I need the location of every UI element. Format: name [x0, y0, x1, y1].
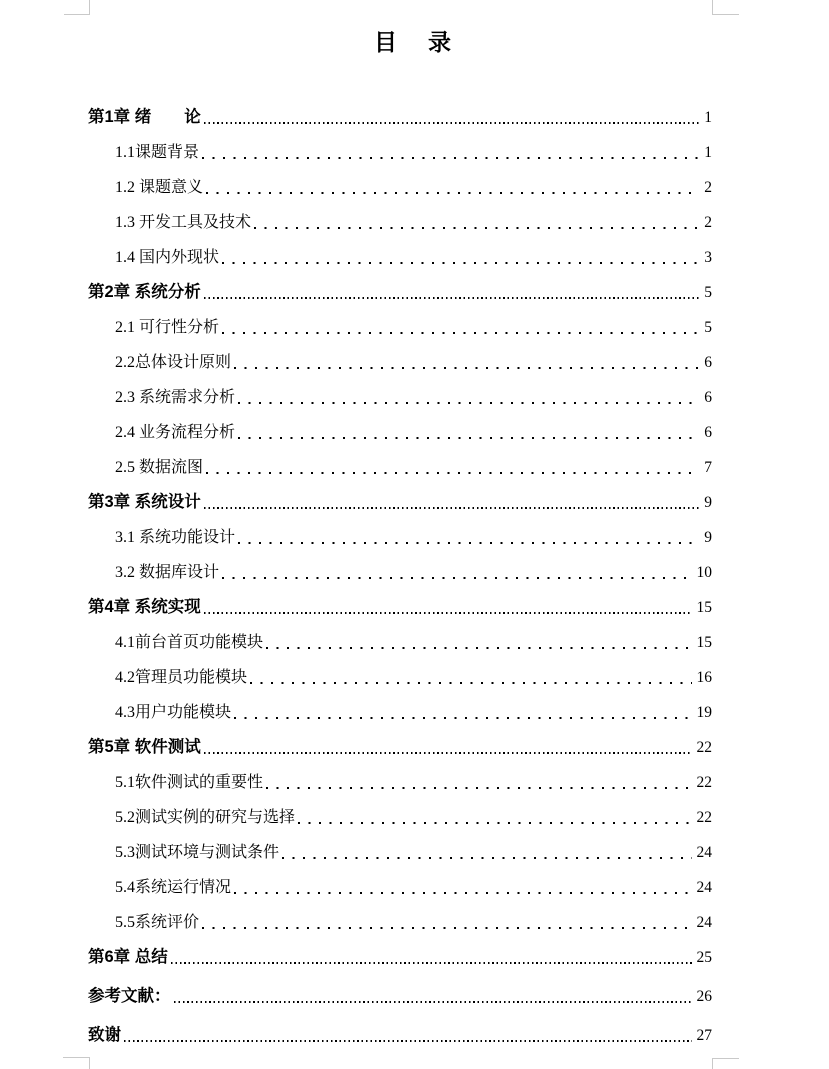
dot-leader [266, 647, 691, 649]
toc-entry-page: 22 [696, 809, 712, 826]
crop-mark-line [89, 1057, 90, 1069]
toc-entry[interactable] [88, 513, 712, 548]
toc-entry-label: 第5章 软件测试 [88, 738, 201, 756]
crop-mark-line [712, 0, 713, 14]
toc-entry-page: 25 [696, 949, 712, 966]
toc-entry[interactable] [88, 443, 712, 478]
dot-leader [174, 1001, 692, 1003]
toc-entry[interactable] [88, 93, 712, 128]
toc-entry[interactable] [88, 972, 712, 1007]
crop-mark-line [64, 14, 90, 15]
toc-entry-label: 2.2总体设计原则 [115, 354, 232, 371]
toc-entry-page: 19 [696, 704, 712, 721]
toc-entry-page: 24 [696, 879, 712, 896]
toc-entry[interactable] [88, 933, 712, 968]
toc-entry[interactable] [88, 548, 712, 583]
toc-entry[interactable] [88, 198, 712, 233]
toc-entry-label: 4.2管理员功能模块 [115, 669, 248, 686]
dot-leader [222, 332, 699, 334]
toc-entry[interactable] [88, 793, 712, 828]
toc-entry-page: 22 [696, 739, 712, 756]
toc-entry-label: 2.1 可行性分析 [115, 319, 220, 336]
toc-entry[interactable] [88, 373, 712, 408]
toc-entry[interactable] [88, 618, 712, 653]
toc-entry-label: 1.1课题背景 [115, 144, 200, 161]
dot-leader [222, 577, 691, 579]
toc-entry-page: 1 [704, 109, 712, 126]
toc-entry-label: 致谢 [88, 1026, 121, 1044]
toc-entry-page: 5 [704, 319, 712, 336]
dot-leader [204, 122, 699, 124]
toc-entry-label: 4.1前台首页功能模块 [115, 634, 264, 651]
dot-leader [238, 402, 699, 404]
dot-leader [124, 1040, 692, 1042]
toc-entry-label: 第6章 总结 [88, 948, 168, 966]
toc-entry-page: 2 [704, 214, 712, 231]
dot-leader [171, 962, 692, 964]
toc-entry[interactable] [88, 583, 712, 618]
toc-entry-label: 第2章 系统分析 [88, 283, 201, 301]
toc-entry-page: 16 [696, 669, 712, 686]
dot-leader [298, 822, 691, 824]
dot-leader [234, 892, 691, 894]
toc-entry-label: 5.2测试实例的研究与选择 [115, 809, 296, 826]
toc-entry-page: 24 [696, 844, 712, 861]
toc-entry-label: 1.4 国内外现状 [115, 249, 220, 266]
toc-entry-label: 2.3 系统需求分析 [115, 389, 236, 406]
toc-entry-page: 22 [696, 774, 712, 791]
dot-leader [222, 262, 699, 264]
toc-entry-page: 10 [696, 564, 712, 581]
crop-mark-line [89, 0, 90, 14]
toc-entry-page: 24 [696, 914, 712, 931]
toc-entry-page: 6 [704, 424, 712, 441]
toc-list [0, 93, 829, 1046]
dot-leader [250, 682, 691, 684]
toc-entry-label: 4.3用户功能模块 [115, 704, 232, 721]
dot-leader [204, 507, 699, 509]
toc-entry-page: 15 [696, 634, 712, 651]
toc-entry-label: 2.4 业务流程分析 [115, 424, 236, 441]
dot-leader [204, 297, 699, 299]
toc-entry-label: 5.1软件测试的重要性 [115, 774, 264, 791]
toc-entry[interactable] [88, 898, 712, 933]
crop-mark-line [712, 1058, 739, 1059]
toc-entry-page: 9 [704, 529, 712, 546]
toc-entry-label: 5.3测试环境与测试条件 [115, 844, 280, 861]
toc-entry-label: 3.2 数据库设计 [115, 564, 220, 581]
toc-entry[interactable] [88, 653, 712, 688]
dot-leader [238, 542, 699, 544]
toc-entry-label: 第1章 绪 论 [88, 108, 201, 126]
crop-mark-line [712, 1058, 713, 1069]
toc-entry-page: 6 [704, 354, 712, 371]
toc-entry[interactable] [88, 128, 712, 163]
dot-leader [254, 227, 699, 229]
dot-leader [202, 157, 699, 159]
toc-entry[interactable] [88, 758, 712, 793]
toc-entry[interactable] [88, 303, 712, 338]
toc-entry-page: 2 [704, 179, 712, 196]
toc-entry-label: 5.4系统运行情况 [115, 879, 232, 896]
toc-entry-label: 5.5系统评价 [115, 914, 200, 931]
dot-leader [206, 192, 699, 194]
toc-entry[interactable] [88, 408, 712, 443]
toc-entry-page: 9 [704, 494, 712, 511]
toc-entry[interactable] [88, 863, 712, 898]
toc-entry-label: 3.1 系统功能设计 [115, 529, 236, 546]
toc-entry[interactable] [88, 828, 712, 863]
toc-entry-page: 7 [704, 459, 712, 476]
page-title: 目 录 [374, 29, 455, 55]
toc-entry-label: 第4章 系统实现 [88, 598, 201, 616]
toc-entry-label: 第3章 系统设计 [88, 493, 201, 511]
dot-leader [234, 367, 699, 369]
dot-leader [234, 717, 691, 719]
dot-leader [282, 857, 691, 859]
toc-entry[interactable] [88, 1011, 712, 1046]
toc-entry-page: 27 [696, 1027, 712, 1044]
toc-entry[interactable] [88, 723, 712, 758]
toc-entry[interactable] [88, 338, 712, 373]
crop-mark-line [712, 14, 739, 15]
crop-mark-line [63, 1057, 90, 1058]
toc-entry[interactable] [88, 163, 712, 198]
toc-entry-label: 1.2 课题意义 [115, 179, 204, 196]
toc-entry-page: 26 [696, 988, 712, 1005]
dot-leader [266, 787, 691, 789]
toc-entry[interactable] [88, 268, 712, 303]
toc-entry-page: 15 [696, 599, 712, 616]
toc-entry[interactable] [88, 688, 712, 723]
toc-entry[interactable] [88, 478, 712, 513]
dot-leader [202, 927, 691, 929]
toc-entry[interactable] [88, 233, 712, 268]
toc-entry-label: 参考文献： [88, 987, 171, 1005]
toc-entry-page: 1 [704, 144, 712, 161]
toc-entry-page: 6 [704, 389, 712, 406]
toc-entry-label: 2.5 数据流图 [115, 459, 204, 476]
dot-leader [238, 437, 699, 439]
dot-leader [204, 752, 692, 754]
toc-entry-page: 5 [704, 284, 712, 301]
toc-entry-label: 1.3 开发工具及技术 [115, 214, 252, 231]
dot-leader [206, 472, 699, 474]
toc-entry-page: 3 [704, 249, 712, 266]
dot-leader [204, 612, 692, 614]
